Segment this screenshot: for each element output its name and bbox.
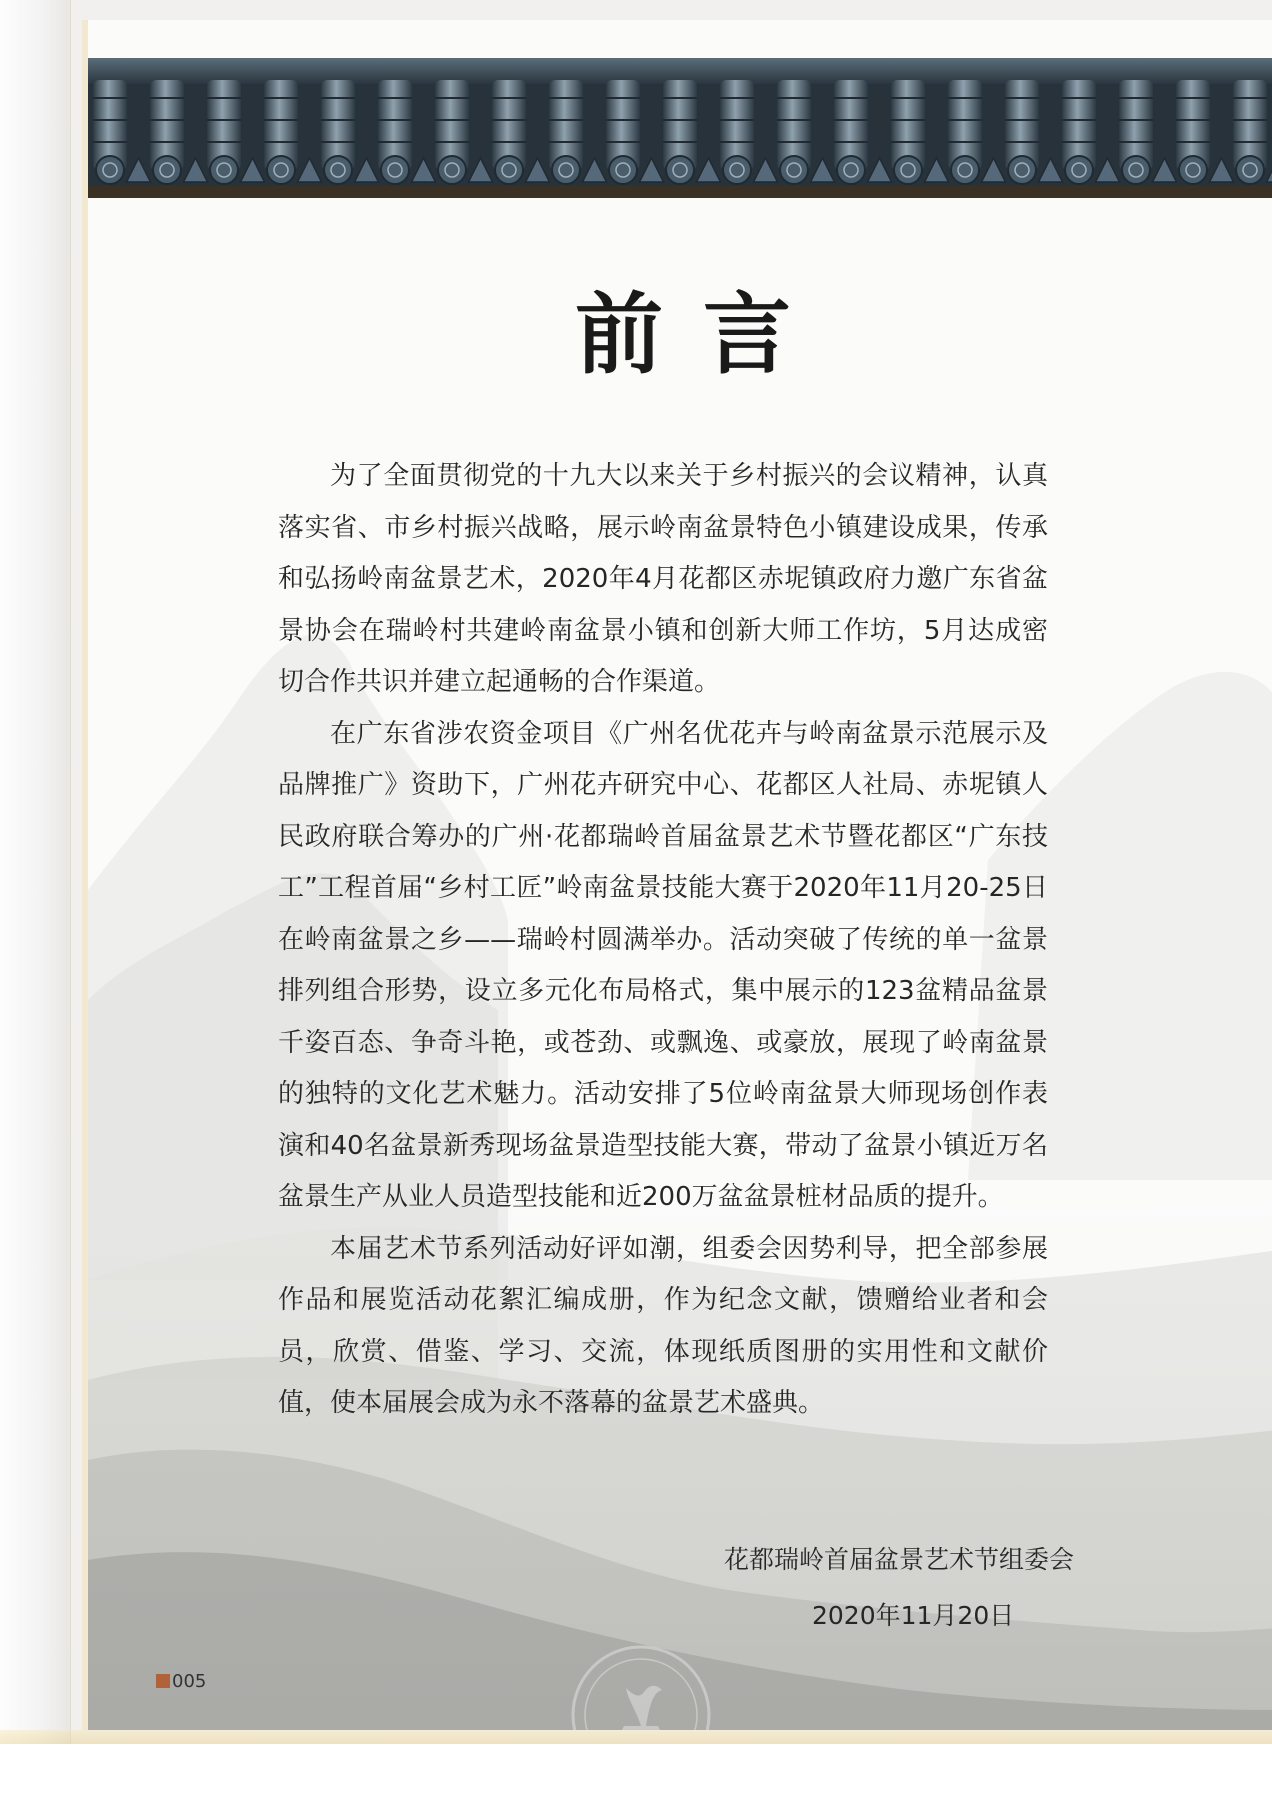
tile-end-cap	[495, 156, 523, 184]
page-number	[156, 1672, 206, 1692]
paragraph: 在广东省涉农资金项目《广州名优花卉与岭南盆景示范展示及品牌推广》资助下，广州花卉研究中心、花都区人社局、赤坭镇人民政府联合筹办的广州·花都瑞岭首届盆景艺术节暨花都区“广东技工”工程首届“乡村工匠”岭南盆景技能大赛于2020年11月20-25日在岭南盆景之乡——瑞岭村圆满举办。活动突破了传统的单一盆景排列组合形势，设立多元化布局格式，集中展示的123盆精品盆景千姿百态、争奇斗艳，或苍劲、或飘逸、或豪放，展现了岭南盆景的独特的文化艺术魅力。活动安排了5位岭南盆景大师现场创作表演和40名盆景新秀现场盆景造型技能大赛，带动了盆景小镇近万名盆景生产从业人员造型技能和近200万盆盆景桩材品质的提升。	[278, 718, 1048, 1212]
roof-tile-band	[88, 58, 1272, 198]
tile-end-cap	[324, 156, 352, 184]
tile-end-cap	[723, 156, 751, 184]
tile-end-cap	[1065, 156, 1093, 184]
body-text	[278, 451, 1048, 1430]
tile-end-cap	[894, 156, 922, 184]
tile-end-cap	[381, 156, 409, 184]
tile-end-cap	[210, 156, 238, 184]
scan-edge	[0, 0, 71, 1800]
signature-date: 2020年11月20日	[812, 1601, 1015, 1630]
tile-end-cap	[1008, 156, 1036, 184]
tile-end-cap	[96, 156, 124, 184]
signature-organization: 花都瑞岭首届盆景艺术节组委会	[724, 1545, 1075, 1574]
scan-margin-bottom	[0, 1744, 1272, 1800]
tile-end-cap	[1122, 156, 1150, 184]
tile-end-cap	[267, 156, 295, 184]
tile-end-cap	[552, 156, 580, 184]
paragraph: 本届艺术节系列活动好评如潮，组委会因势利导，把全部参展作品和展览活动花絮汇编成册，作为纪念文献，馈赠给业者和会员，欣赏、借鉴、学习、交流，体现纸质图册的实用性和文献价值，使本届展会成为永不落幕的盆景艺术盛典。	[278, 1233, 1048, 1418]
tile-end-cap	[951, 156, 979, 184]
tile-end-cap	[153, 156, 181, 184]
watermark-seal-icon	[566, 1640, 716, 1730]
tile-end-cap	[609, 156, 637, 184]
tile-end-cap	[1179, 156, 1207, 184]
page-gold-edge	[0, 1730, 1272, 1744]
page-title: 前言	[574, 283, 831, 386]
tile-end-cap	[1236, 156, 1264, 184]
paragraph: 为了全面贯彻党的十九大以来关于乡村振兴的会议精神，认真落实省、市乡村振兴战略，展示岭南盆景特色小镇建设成果，传承和弘扬岭南盆景艺术，2020年4月花都区赤坭镇政府力邀广东省盆景协会在瑞岭村共建岭南盆景小镇和创新大师工作坊，5月达成密切合作共识并建立起通畅的合作渠道。	[278, 461, 1048, 697]
tile-end-cap	[837, 156, 865, 184]
page-number-text: 005	[172, 1671, 207, 1692]
tile-end-cap	[438, 156, 466, 184]
document-page	[82, 20, 1272, 1730]
page-marker-icon	[156, 1674, 170, 1688]
tile-end-cap	[666, 156, 694, 184]
tile-end-cap	[780, 156, 808, 184]
